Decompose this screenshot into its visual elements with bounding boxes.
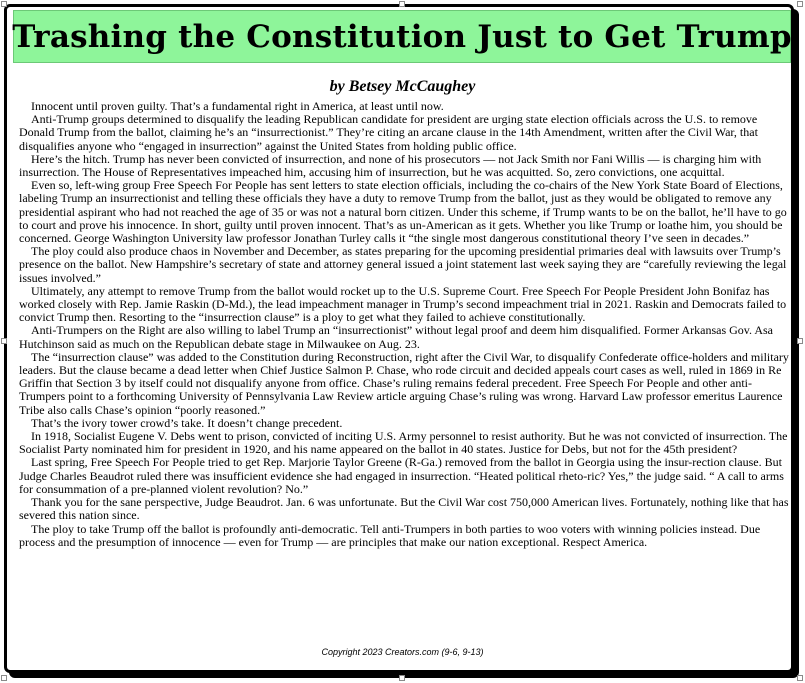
paragraph: Here’s the hitch. Trump has never been convicted of insurrection, and none of his prosecutors — not Jack Smith nor Fani Willis — is charging him with insurrection. The House of Representatives impeached him, accusing him of insurrection, but he was acquitted. So, zero convictions, one acquittal. — [19, 151, 762, 180]
resize-handle-bottom-center[interactable] — [399, 675, 405, 681]
paragraph: The ploy could also produce chaos in November and December, as states preparing for the upcoming presidential primaries deal with lawsuits over Trump’s presence on the ballot. New Hampshire’s secretary of state and attorney general issued a joint statement last week saying they are “carefully reviewing the legal issues involved.” — [19, 244, 787, 285]
article-body — [19, 100, 789, 549]
byline: by Betsey McCaughey — [329, 78, 476, 95]
paragraph: Even so, left-wing group Free Speech For People has sent letters to state election officials, including the co-chairs of the New York State Board of Elections, labeling Trump an insurrectionist and telling these officials they have a duty to remove Trump from the ballot, just as they would be obligated to remove any presidential aspirant who had not reached the age of 35 or was not a natural born citizen. Under this scheme, if Trump wants to be on the ballot, he’ll have to go to court and prove his innocence. In short, guilty until proven innocent. That’s as un-American as it gets. Whether you like Trump or loathe him, you should be concerned. George Washington University law professor Jonathan Turley calls it “the single most dangerous constitutional theory I’ve seen in decades.” — [19, 178, 787, 246]
copyright-notice: Copyright 2023 Creators.com (9-6, 9-13) — [321, 647, 484, 657]
resize-handle-bottom-right[interactable] — [797, 675, 803, 681]
resize-handle-middle-left[interactable] — [1, 338, 7, 344]
resize-handle-top-left[interactable] — [1, 1, 7, 7]
paragraph: That’s the ivory tower crowd’s take. It doesn’t change precedent. — [31, 415, 343, 430]
resize-handle-bottom-left[interactable] — [1, 675, 7, 681]
paragraph: Ultimately, any attempt to remove Trump from the ballot would rocket up to the U.S. Supreme Court. Free Speech For People President John Bonifaz has worked closely with Rep. Jamie Raskin (D-Md.), the lead impeachment manager in Trump’s second impeachment trial in 2021. Raskin and Democrats failed to convict Trump then. Resorting to the “insurrection clause” is a ploy to get what they failed to achieve constitutionally. — [19, 283, 787, 325]
resize-handle-top-right[interactable] — [797, 1, 803, 7]
paragraph: In 1918, Socialist Eugene V. Debs went to prison, convicted of inciting U.S. Army personnel to resist authority. But he was not convicted of insurrection. The Socialist Party nominated him for president in 1920, and his name appeared on the ballot in 40 states. Justice for Debs, but not for the 45th president? — [19, 429, 788, 457]
paragraph: Anti-Trumpers on the Right are also willing to label Trump an “insurrectionist” without legal proof and deem him disqualified. Former Arkansas Gov. Asa Hutchinson said as much on the Republican debate stage in Milwaukee on Aug. 23. — [19, 323, 774, 351]
resize-handle-top-center[interactable] — [399, 1, 405, 7]
paragraph: The “insurrection clause” was added to the Constitution during Reconstruction, right after the Civil War, to disqualify Confederate office-holders and military leaders. But the clause became a dead letter when Chief Justice Salmon P. Chase, who rode circuit and decided appeals court cases as well, ruled in 1869 in Re Griffin that Section 3 by itself could not disqualify anyone from office. Chase’s ruling remains federal precedent. Free Speech For People and other anti-Trumpers point to a forthcoming University of Pennsylvania Law Review article arguing Chase’s ruling was wrong. Harvard Law professor emeritus Laurence Tribe also calls Chase’s opinion “poorly reasoned.” — [19, 349, 789, 417]
paragraph: The ploy to take Trump off the ballot is profoundly anti-democratic. Tell anti-Trumpers in both parties to woo voters with winning policies instead. Due process and the presumption of innocence — even for Trump — are principles that make our nation exceptional. Respect America. — [19, 521, 761, 549]
paragraph: Last spring, Free Speech For People tried to get Rep. Marjorie Taylor Greene (R-Ga.) removed from the ballot in Georgia using the insur-rection clause. But Judge Charles Beaudrot ruled there was insufficient evidence she had engaged in insurrection. “Heated political rheto-ric? Yes,” the judge said. “ A call to arms for consummation of a pre-planned violent revolution? No.” — [19, 455, 784, 496]
paragraph: Innocent until proven guilty. That’s a fundamental right in America, at least until now. — [31, 99, 444, 113]
headline-banner — [13, 10, 791, 63]
headline: Trashing the Constitution Just to Get Trump — [12, 18, 792, 55]
paragraph: Thank you for the sane perspective, Judge Beaudrot. Jan. 6 was unfortunate. But the Civil War cost 750,000 American lives. Fortunately, nothing like that has severed this nation since. — [19, 495, 789, 523]
paragraph: Anti-Trump groups determined to disqualify the leading Republican candidate for president are urging state election officials across the U.S. to remove Donald Trump from the ballot, claiming he’s an “insurrectionist.” They’re citing an arcane clause in the 14th Amendment, written after the Civil War, that disqualifies anyone who “engaged in insurrection” against the United States from holding public office. — [19, 112, 758, 153]
resize-handle-middle-right[interactable] — [797, 338, 803, 344]
